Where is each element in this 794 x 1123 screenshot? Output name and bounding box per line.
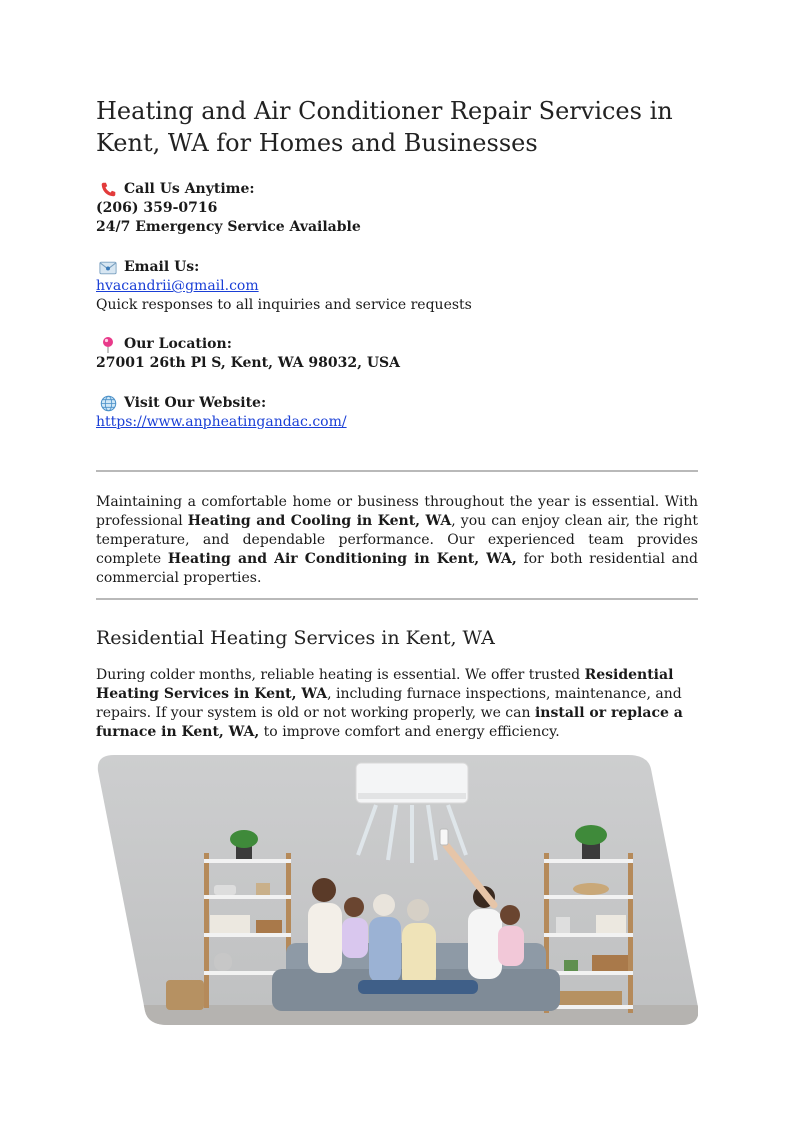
call-heading-row (96, 180, 698, 199)
website-section (96, 394, 698, 432)
residential-bold-1: Residential Heating Services in Kent, WA (96, 667, 674, 702)
residential-paragraph (96, 666, 700, 742)
envelope-icon (98, 259, 118, 277)
location-heading-row (96, 335, 698, 354)
page-title: Heating and Air Conditioner Repair Services in Kent, WA for Homes and Businesses (96, 97, 673, 157)
emergency-note: 24/7 Emergency Service Available (96, 219, 361, 235)
email-heading-row (96, 258, 698, 277)
website-heading-row (96, 394, 698, 413)
divider-top (96, 470, 698, 472)
website-link[interactable]: https://www.anpheatingandac.com/ (96, 414, 347, 430)
phone-number[interactable]: (206) 359-0716 (96, 200, 218, 216)
residential-text-2: , including furnace inspections, maintenance, and repairs. If your system is old or not working properly, we can (96, 686, 682, 721)
family-ac-photo (96, 755, 698, 1025)
residential-bold-2: install or replace a furnace in Kent, WA, (96, 705, 683, 740)
email-section (96, 258, 698, 315)
globe-icon (98, 395, 118, 413)
divider-bottom (96, 598, 698, 600)
location-pin-icon (98, 336, 118, 354)
call-heading: Call Us Anytime: (124, 181, 255, 197)
call-section (96, 180, 698, 237)
location-section (96, 335, 698, 373)
email-link[interactable]: hvacandrii@gmail.com (96, 278, 259, 294)
intro-text-2: , you can enjoy clean air, the right temperature, and dependable performance. Our experienced team provides complete (96, 513, 698, 567)
email-heading: Email Us: (124, 259, 200, 275)
residential-text-1: During colder months, reliable heating is essential. We offer trusted (96, 667, 585, 683)
phone-icon (98, 181, 118, 199)
residential-text-3: to improve comfort and energy efficiency. (259, 724, 560, 740)
location-heading: Our Location: (124, 336, 232, 352)
website-heading: Visit Our Website: (124, 395, 267, 411)
intro-text-3: for both residential and commercial properties. (96, 551, 698, 586)
intro-paragraph (96, 493, 698, 588)
intro-bold-1: Heating and Cooling in Kent, WA (187, 513, 452, 529)
email-note: Quick responses to all inquiries and service requests (96, 297, 472, 313)
residential-heading: Residential Heating Services in Kent, WA (96, 627, 495, 649)
intro-bold-2: Heating and Air Conditioning in Kent, WA, (167, 551, 517, 567)
location-address: 27001 26th Pl S, Kent, WA 98032, USA (96, 355, 401, 371)
intro-text-1: Maintaining a comfortable home or business throughout the year is essential. With professional (96, 494, 698, 529)
